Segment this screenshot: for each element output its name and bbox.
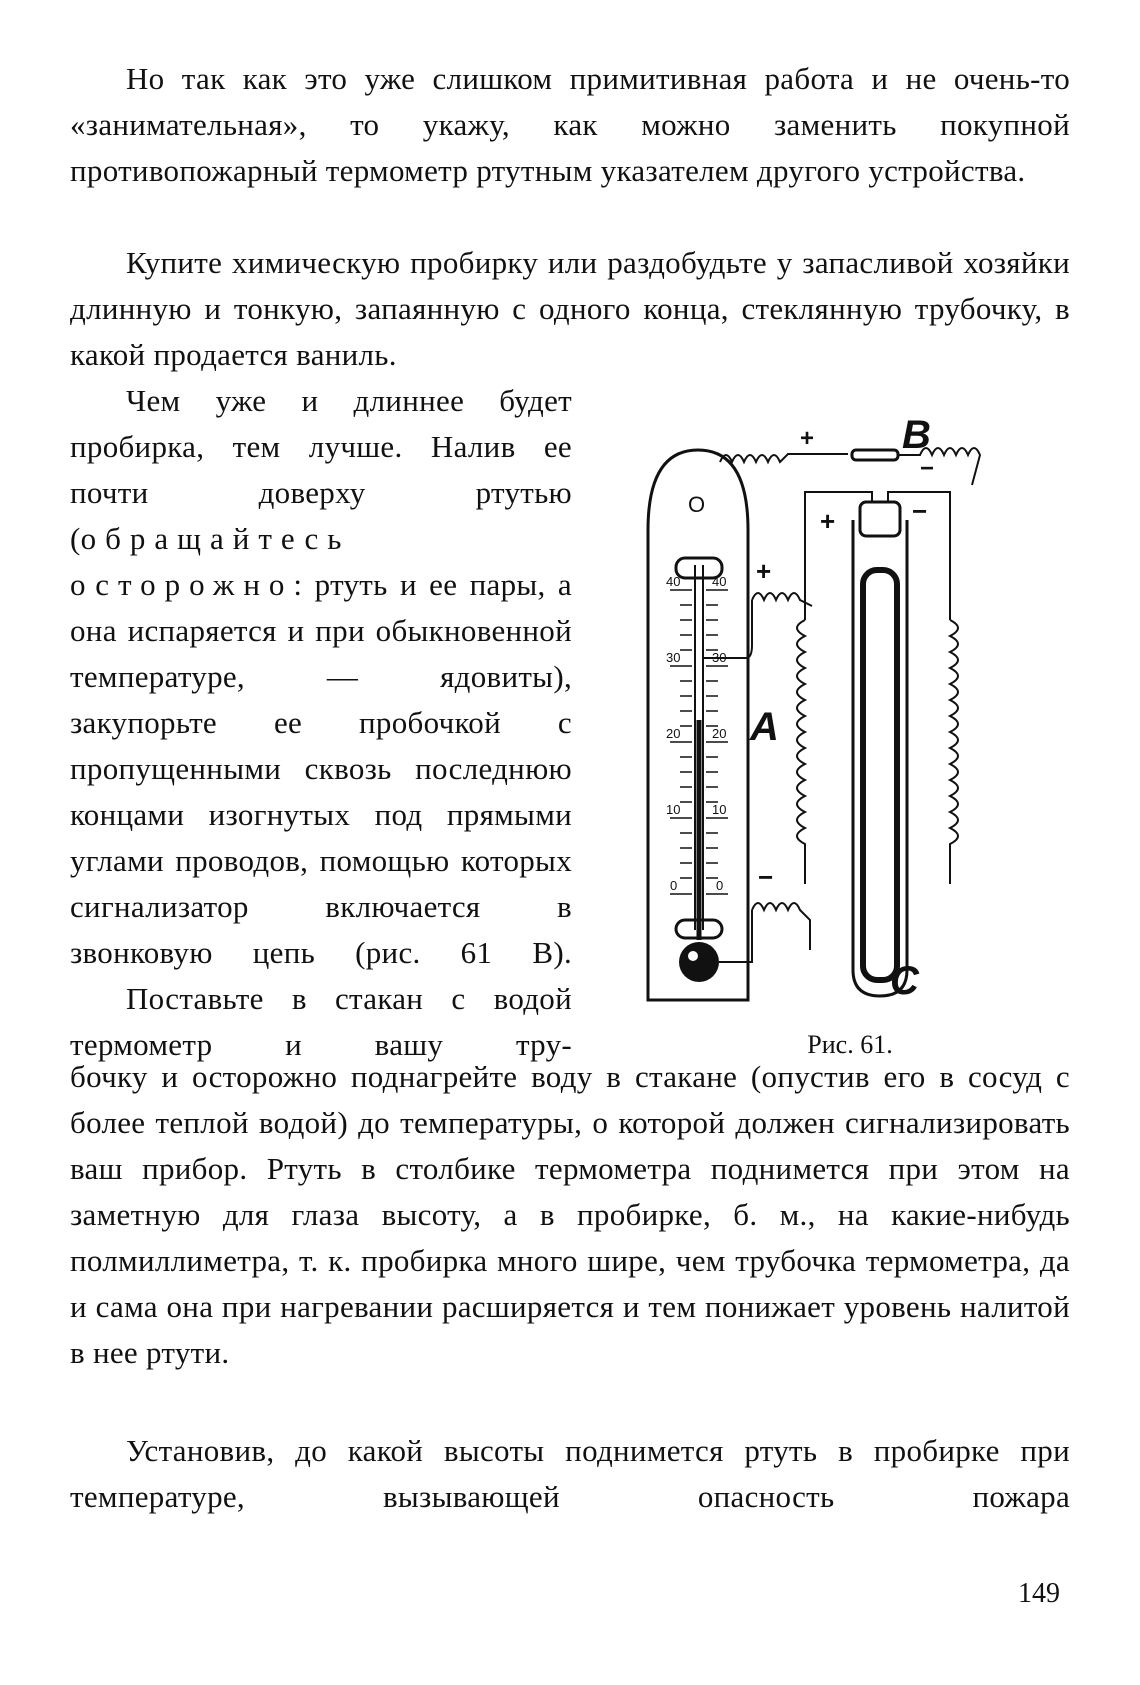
paragraph-4-continued: бочку и осторожно поднагрейте воду в стакане (опустив его в сосуд с более теплой водой) до температуры, о которой должен сигнализировать ваш прибор. Ртуть в столбике термометра поднимется при этом на заметную для глаза высоту, а в пробирке, б. м., на какие-нибудь полмиллиметра, т. к. пробирка много шире, чем трубочка термометра, да и сама она при нагревании расширяется и тем понижает уровень налитой в нее ртути. (70, 1059, 1070, 1370)
warning-spaced-text: обращайтесь осторожно (70, 521, 351, 602)
scale-label-10-right: 10 (712, 802, 727, 817)
paragraph-3-start: Чем уже и длиннее будет пробирка, тем лучше. Налив ее почти доверху ртутью ( (70, 383, 572, 556)
upper-coil (752, 593, 812, 606)
paragraph-5: Установив, до какой высоты поднимется ртуть в пробирке при температуре, вызывающей опасность пожара (70, 1433, 1070, 1514)
scale-label-0-left: 0 (670, 878, 678, 893)
top-left-coil (720, 454, 848, 462)
scale-label-20-right: 20 (712, 726, 727, 741)
tube-right-coil (950, 620, 958, 884)
scale-label-40-right: 40 (712, 574, 727, 589)
scale-label-40-left: 40 (666, 574, 681, 589)
label-c: C (890, 959, 919, 1003)
top-minus-label: − (920, 455, 935, 482)
thermo-minus-label: − (758, 862, 774, 892)
label-a: A (750, 705, 779, 749)
test-tube-mercury (863, 570, 897, 980)
board-hanging-ring: O (688, 492, 706, 517)
figure-61 (640, 413, 1070, 1015)
page-number: 149 (1018, 1578, 1060, 1609)
thermometer-bulb (679, 942, 719, 982)
tube-minus-label: − (912, 496, 928, 526)
paragraph-3-middle: : ртуть и ее пары, а она испаряется и при обыкновенной температуре, — ядовиты), закупорьте ее пробочкой с пропущенными сквозь последнюю концами изогнутых под прямыми углами проводов, помощью которых сигнализатор включается в звонковую цепь (рис. 61 B). (70, 567, 572, 970)
scale-label-30-right: 30 (712, 650, 727, 665)
figure-caption: Рис. 61. (807, 1030, 893, 1059)
label-b: B (902, 413, 931, 457)
scale-label-0-right: 0 (716, 878, 724, 893)
paragraph-2: Купите химическую пробирку или раздобудьте у запасливой хозяйки длинную и тонкую, запаянную с одного конца, стеклянную трубочку, в какой продается ваниль. (70, 245, 1070, 372)
paragraph-1: Но так как это уже слишком примитивная работа и не очень-то «занимательная», то укажу, как можно заменить покупной противопожарный термометр ртутным указателем другого устройства. (70, 61, 1070, 188)
scale-label-30-left: 30 (666, 650, 681, 665)
top-plus-label: + (800, 425, 815, 452)
scale-label-20-left: 20 (666, 726, 681, 741)
cork-stopper (860, 502, 900, 536)
tube-left-coil (797, 620, 805, 884)
paragraph-4-start: Поставьте в стакан с водой термометр и вашу тру- (70, 981, 572, 1062)
paragraph-3 (70, 378, 572, 1068)
connector-b-bar (852, 450, 898, 460)
scale-label-10-left: 10 (666, 802, 681, 817)
lower-coil (752, 903, 810, 950)
thermo-plus-label: + (756, 556, 772, 586)
tube-plus-label: + (820, 506, 836, 536)
